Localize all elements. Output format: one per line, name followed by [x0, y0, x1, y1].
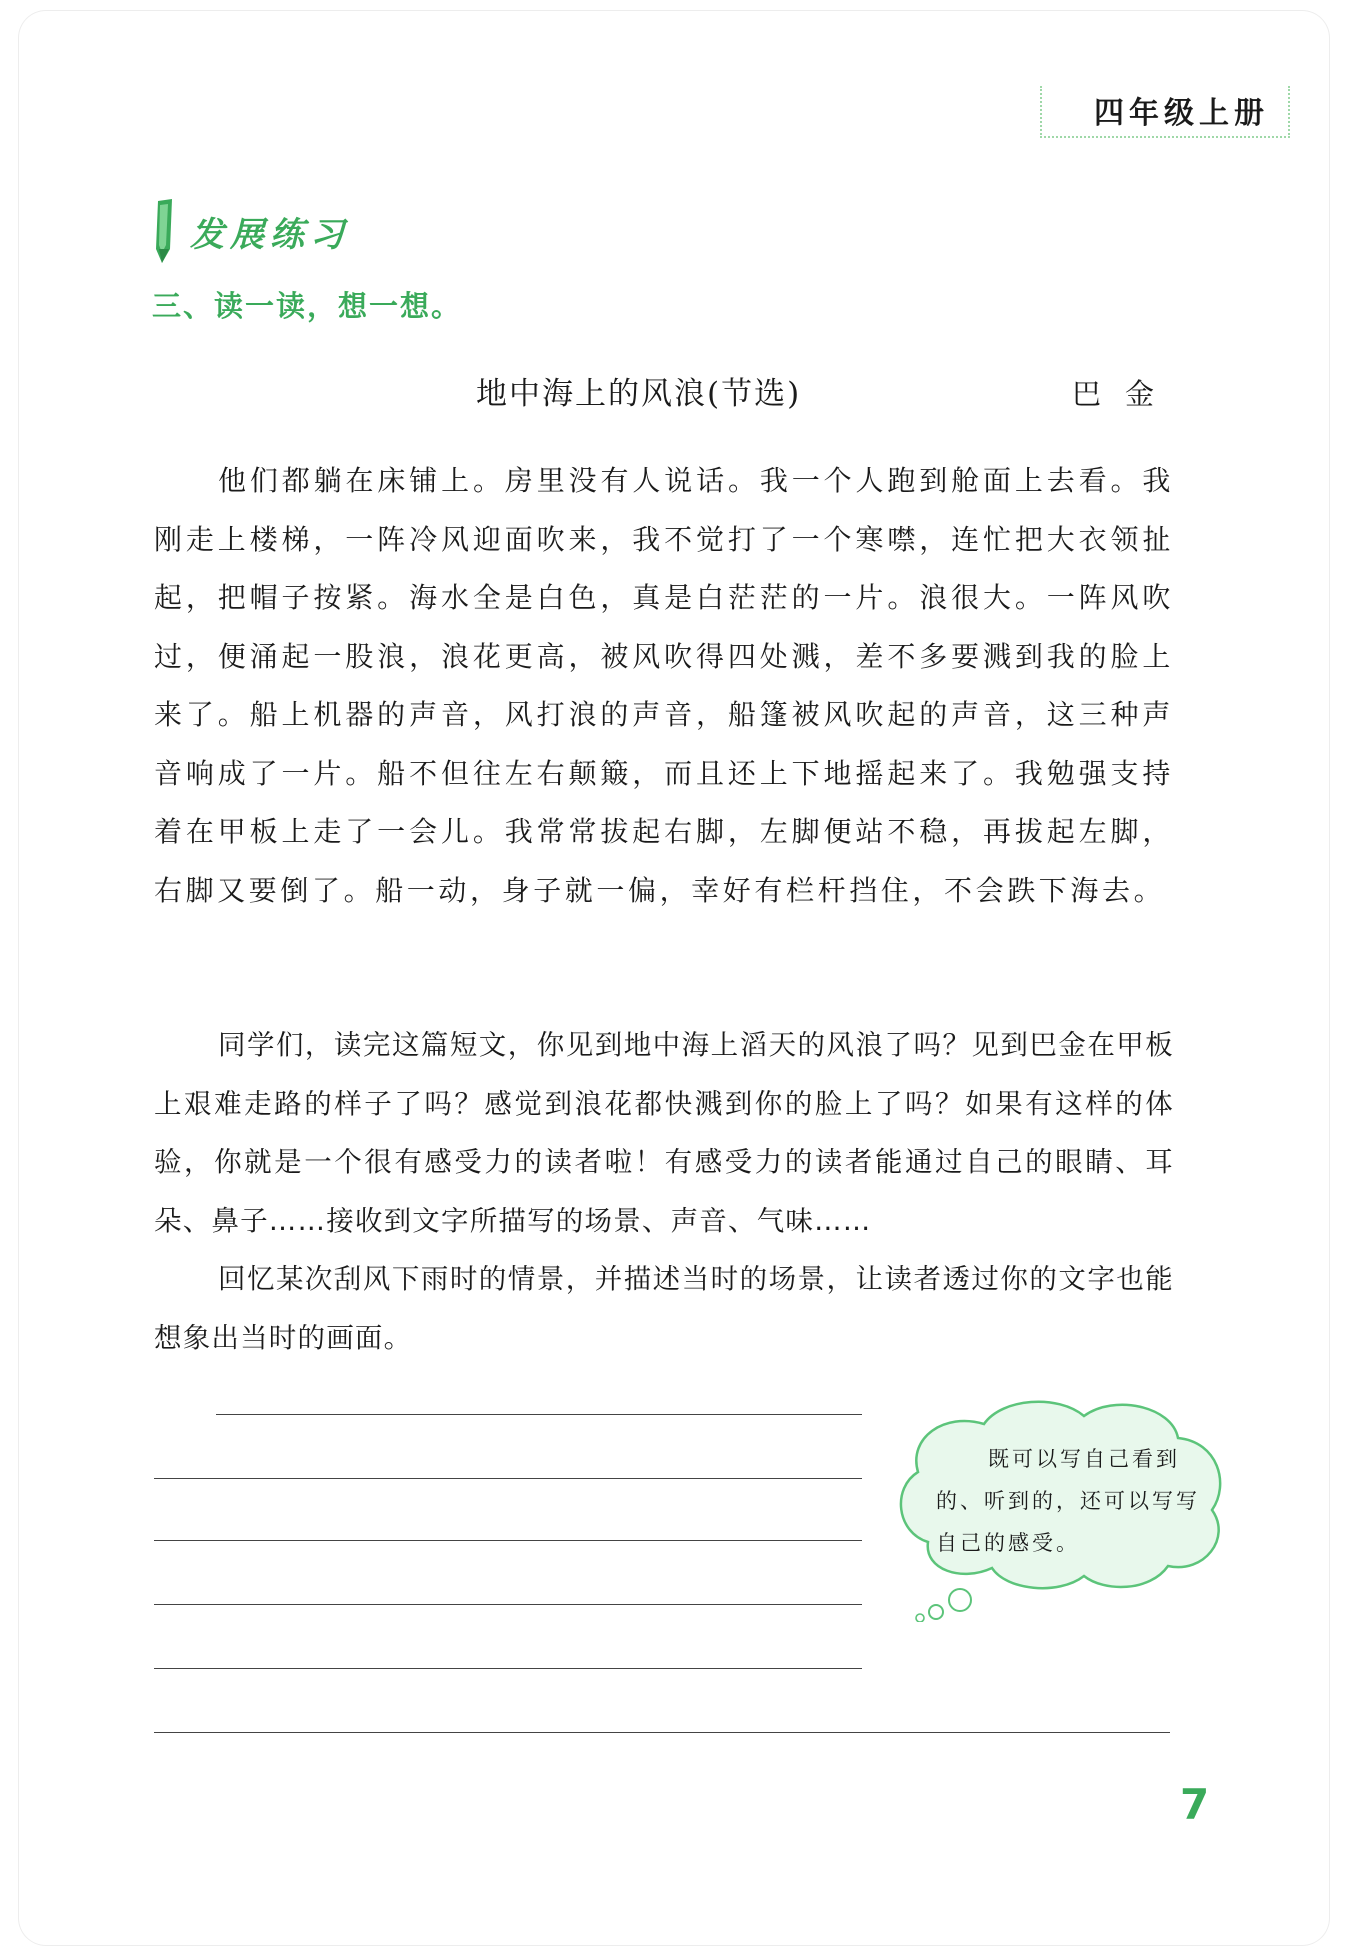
tip-text: 既可以写自己看到的、听到的，还可以写写自己的感受。 — [936, 1447, 1200, 1555]
page-number: 7 — [1180, 1780, 1210, 1829]
article-body: 他们都躺在床铺上。房里没有人说话。我一个人跑到舱面上去看。我刚走上楼梯，一阵冷风迎面吹来，我不觉打了一个寒噤，连忙把大衣领扯起，把帽子按紧。海水全是白色，真是白茫茫的一片。浪很大。一阵风吹过，便涌起一股浪，浪花更高，被风吹得四处溅，差不多要溅到我的脸上来了。船上机器的声音，风打浪的声音，船篷被风吹起的声音，这三种声音响成了一片。船不但往左右颠簸，而且还上下地摇起来了。我勉强支持着在甲板上走了一会儿。我常常拔起右脚，左脚便站不稳，再拔起左脚，右脚又要倒了。船一动，身子就一偏，幸好有栏杆挡住，不会跌下海去。 — [154, 464, 1174, 907]
question-title: 三、读一读，想一想。 — [152, 289, 463, 323]
section-title: 发展练习 — [190, 214, 350, 255]
grade-label: 四年级上册 — [1094, 96, 1269, 131]
article-title: 地中海上的风浪(节选) — [476, 376, 802, 412]
writing-line[interactable] — [154, 1604, 862, 1605]
writing-line[interactable] — [216, 1414, 862, 1415]
writing-line[interactable] — [154, 1540, 862, 1541]
article-author: 巴金 — [1072, 377, 1179, 411]
prompt-paragraph-2: 回忆某次刮风下雨时的情景，并描述当时的场景，让读者透过你的文字也能想象出当时的画面。 — [154, 1263, 1174, 1354]
writing-line[interactable] — [154, 1732, 1170, 1733]
section-heading — [150, 196, 350, 266]
writing-line[interactable] — [154, 1478, 862, 1479]
prompt-paragraph-1: 同学们，读完这篇短文，你见到地中海上滔天的风浪了吗？见到巴金在甲板上艰难走路的样子了吗？感觉到浪花都快溅到你的脸上了吗？如果有这样的体验，你就是一个很有感受力的读者啦！有感受力的读者能通过自己的眼睛、耳朵、鼻子……接收到文字所描写的场景、声音、气味…… — [154, 1029, 1174, 1237]
pencil-icon — [150, 197, 178, 265]
writing-line[interactable] — [154, 1668, 862, 1669]
